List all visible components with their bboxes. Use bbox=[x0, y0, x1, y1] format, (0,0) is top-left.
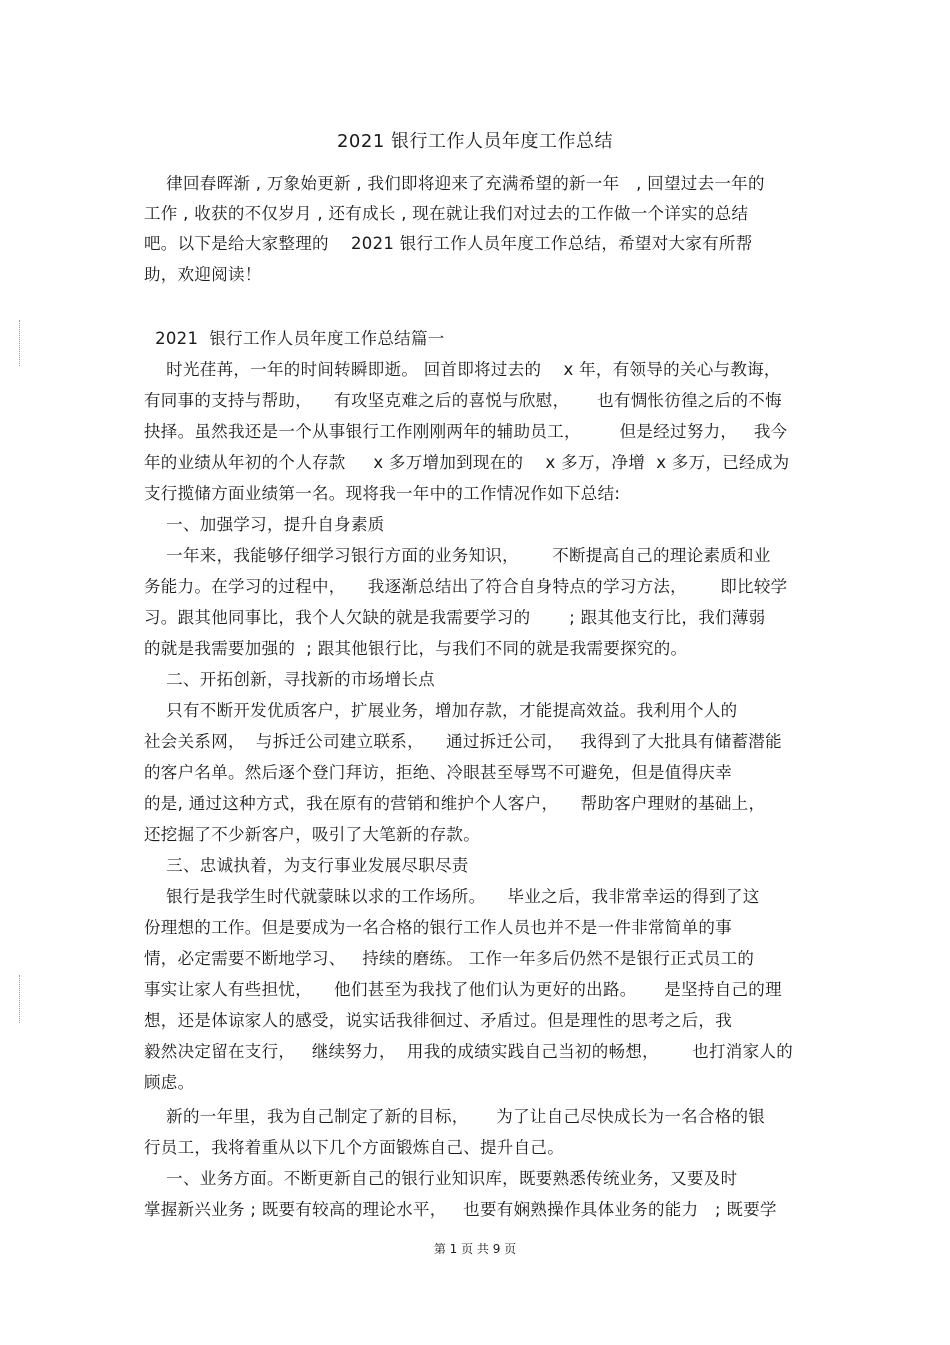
body-line: 社会关系网， 与拆迁公司建立联系， 通过拆迁公司， 我得到了大批具有储蓄潜能 bbox=[144, 732, 782, 751]
body-line: 一、加强学习，提升自身素质 bbox=[144, 515, 385, 534]
body-line: 顾虑。 bbox=[144, 1073, 195, 1092]
body-line: 2021 银行工作人员年度工作总结篇一 bbox=[144, 329, 445, 348]
body-line: 还挖掘了不少新客户，吸引了大笔新的存款。 bbox=[144, 825, 480, 844]
body-line: 想，还是体谅家人的感受，说实话我徘徊过、矛盾过。但是理性的思考之后，我 bbox=[144, 1011, 732, 1030]
body-line: 习。跟其他同事比，我个人欠缺的就是我需要学习的 ; 跟其他支行比，我们薄弱 bbox=[144, 608, 766, 627]
body-line: 的是, 通过这种方式，我在原有的营销和维护个人客户， 帮助客户理财的基础上， bbox=[144, 794, 766, 813]
body-line: 支行揽储方面业绩第一名。现将我一年中的工作情况作如下总结: bbox=[144, 484, 621, 503]
body-line: 掌握新兴业务 ; 既要有较高的理论水平， 也要有娴熟操作具体业务的能力 ; 既要学 bbox=[144, 1200, 777, 1219]
body-line: 行员工，我将着重从以下几个方面锻炼自己、提升自己。 bbox=[144, 1138, 564, 1157]
body-line: 律回春晖渐 , 万象始更新 , 我们即将迎来了充满希望的新一年 , 回望过去一年的 bbox=[144, 174, 765, 193]
body-line: 年的业绩从年初的个人存款 x 多万增加到现在的 x 多万，净增 x 多万，已经成为 bbox=[144, 453, 790, 472]
body-line: 银行是我学生时代就蒙昧以求的工作场所。 毕业之后，我非常幸运的得到了这 bbox=[144, 887, 760, 906]
body-line: 吧。以下是给大家整理的 2021 银行工作人员年度工作总结，希望对大家有所帮 bbox=[144, 234, 753, 253]
page-footer: 第 1 页 共 9 页 bbox=[433, 1242, 517, 1256]
body-line: 新的一年里，我为自己制定了新的目标， 为了让自己尽快成长为一名合格的银 bbox=[144, 1107, 766, 1126]
body-line: 务能力。在学习的过程中， 我逐渐总结出了符合自身特点的学习方法， 即比较学 bbox=[144, 577, 788, 596]
body-line: 一年来，我能够仔细学习银行方面的业务知识， 不断提高自己的理论素质和业 bbox=[144, 546, 771, 565]
body-line: 份理想的工作。但是要成为一名合格的银行工作人员也并不是一件非常简单的事 bbox=[144, 918, 732, 937]
body-line: 只有不断开发优质客户，扩展业务，增加存款，才能提高效益。我利用个人的 bbox=[144, 701, 738, 720]
body-line: 三、忠诚执着，为支行事业发展尽职尽责 bbox=[144, 856, 469, 875]
body-line: 助，欢迎阅读！ bbox=[144, 265, 262, 284]
body-line: 抉择。虽然我还是一个从事银行工作刚刚两年的辅助员工， 但是经过努力， 我今 bbox=[144, 422, 788, 441]
body-line: 有同事的支持与帮助， 有攻坚克难之后的喜悦与欣慰， 也有惆怅彷徨之后的不悔 bbox=[144, 391, 782, 410]
body-line: 的客户名单。然后逐个登门拜访，拒绝、冷眼甚至辱骂不可避免，但是值得庆幸 bbox=[144, 763, 732, 782]
body-line: 时光荏苒，一年的时间转瞬即逝。 回首即将过去的 x 年，有领导的关心与教诲， bbox=[144, 360, 781, 379]
binding-mark-bottom bbox=[19, 975, 22, 1023]
body-line: 一、业务方面。不断更新自己的银行业知识库，既要熟悉传统业务，又要及时 bbox=[144, 1169, 738, 1188]
binding-mark-top bbox=[19, 320, 22, 366]
body-line: 工作 , 收获的不仅岁月 , 还有成长 , 现在就让我们对过去的工作做一个详实的总结 bbox=[144, 204, 749, 223]
body-line: 毅然决定留在支行， 继续努力， 用我的成绩实践自己当初的畅想， 也打消家人的 bbox=[144, 1042, 793, 1061]
body-line: 情，必定需要不断地学习、 持续的磨练。 工作一年多后仍然不是银行正式员工的 bbox=[144, 949, 755, 968]
body-line: 的就是我需要加强的 ; 跟其他银行比，与我们不同的就是我需要探究的。 bbox=[144, 639, 688, 658]
body-line: 二、开拓创新，寻找新的市场增长点 bbox=[144, 670, 435, 689]
document-title: 2021 银行工作人员年度工作总结 bbox=[336, 131, 614, 152]
body-line: 事实让家人有些担忧， 他们甚至为我找了他们认为更好的出路。 是坚持自己的理 bbox=[144, 980, 782, 999]
